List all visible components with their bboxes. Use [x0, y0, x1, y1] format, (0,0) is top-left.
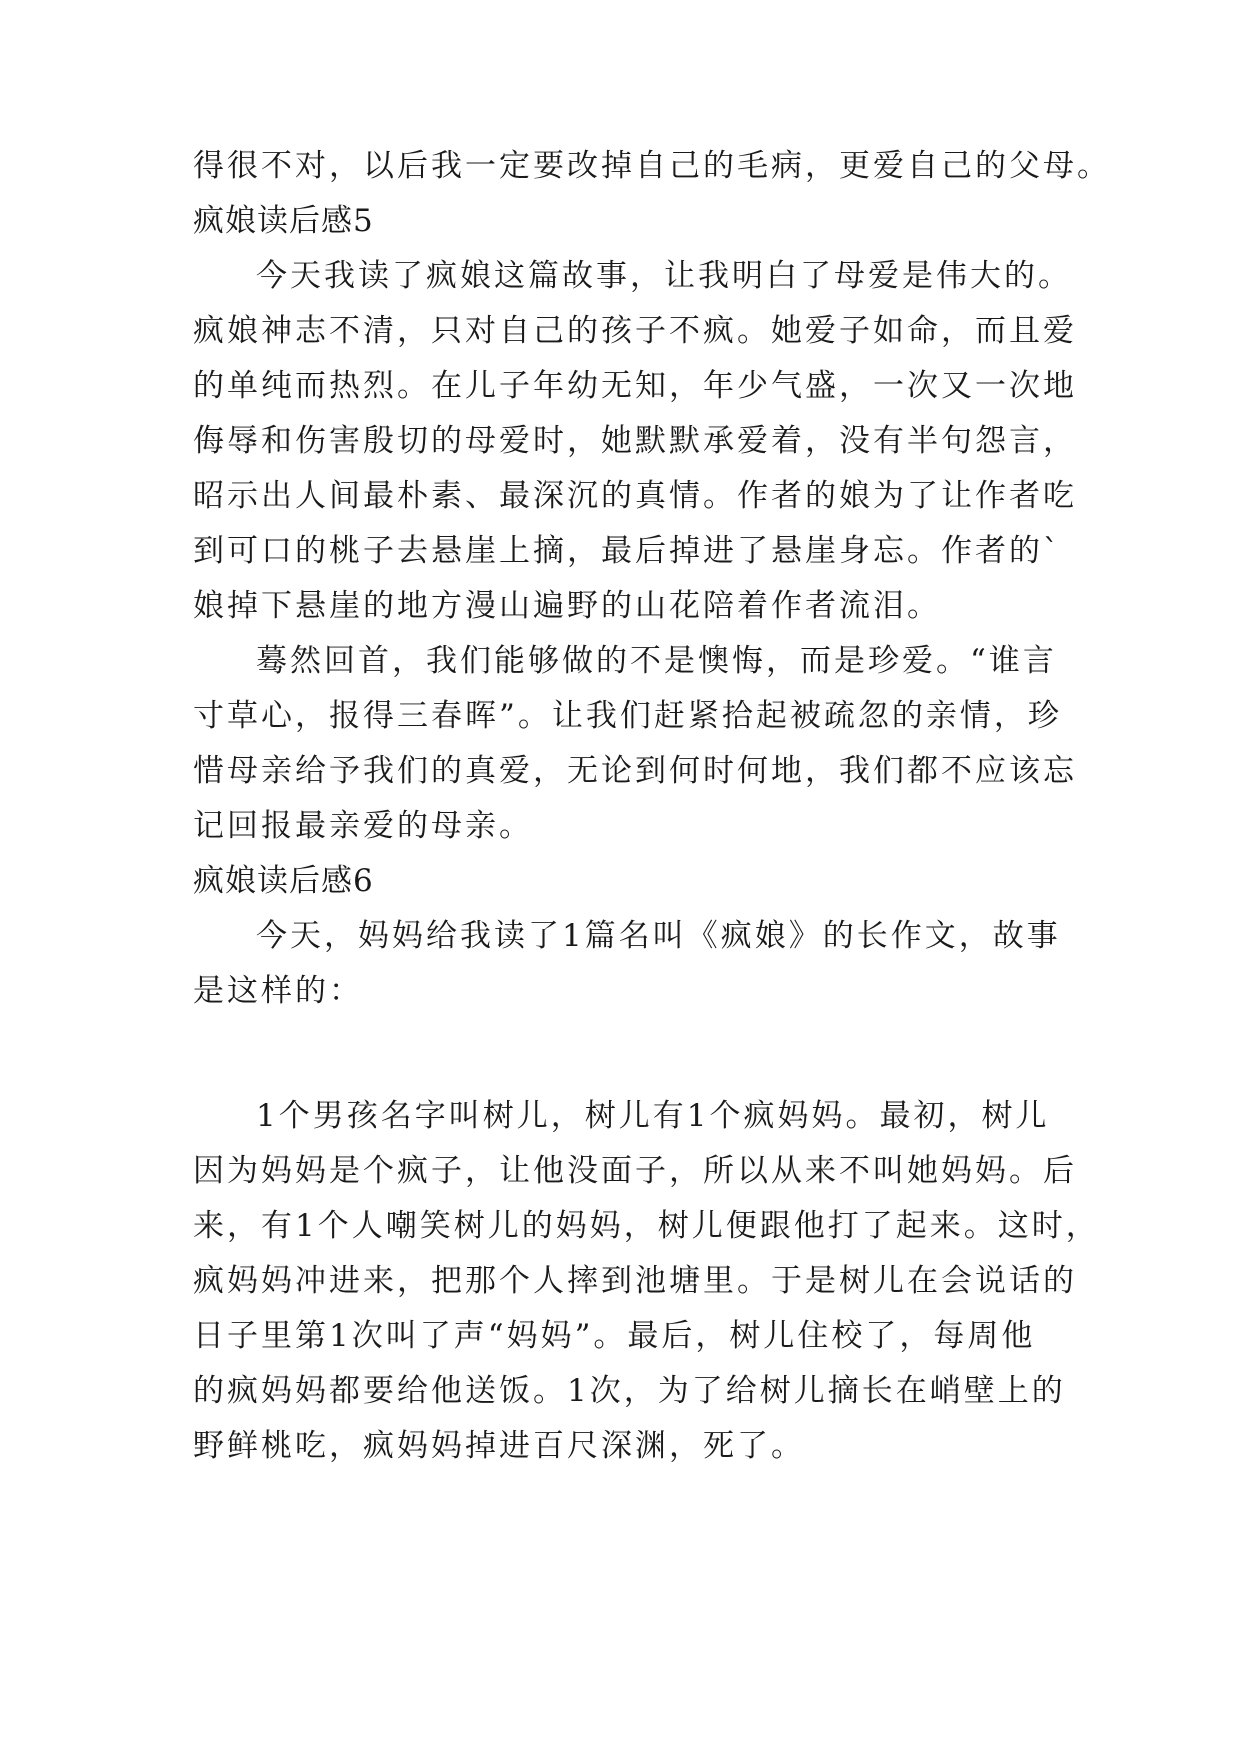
- paragraph-line: 侮辱和伤害殷切的母爱时，她默默承爱着，没有半句怨言，: [193, 423, 1077, 459]
- paragraph-line: 疯娘神志不清，只对自己的孩子不疯。她爱子如命，而且爱: [193, 313, 1077, 349]
- paragraph-line: 蓦然回首，我们能够做的不是懊悔，而是珍爱。“谁言: [256, 643, 1057, 679]
- paragraph-line: 的单纯而热烈。在儿子年幼无知，年少气盛，一次又一次地: [193, 368, 1077, 404]
- paragraph-line: 惜母亲给予我们的真爱，无论到何时何地，我们都不应该忘: [193, 753, 1077, 789]
- paragraph-line: 记回报最亲爱的母亲。: [193, 808, 533, 844]
- paragraph-line: 寸草心，报得三春晖”。让我们赶紧拾起被疏忽的亲情，珍: [193, 698, 1062, 734]
- section-heading: 疯娘读后感5: [193, 203, 374, 239]
- paragraph-line: 疯妈妈冲进来，把那个人摔到池塘里。于是树儿在会说话的: [193, 1263, 1077, 1299]
- paragraph-line: 的疯妈妈都要给他送饭。1次，为了给树儿摘长在峭壁上的: [193, 1373, 1066, 1409]
- paragraph-line: 昭示出人间最朴素、最深沉的真情。作者的娘为了让作者吃: [193, 478, 1077, 514]
- paragraph-line: 野鲜桃吃，疯妈妈掉进百尺深渊，死了。: [193, 1428, 805, 1464]
- paragraph-line: 得很不对，以后我一定要改掉自己的毛病，更爱自己的父母。: [193, 148, 1111, 184]
- paragraph-line: 日子里第1次叫了声“妈妈”。最后，树儿住校了，每周他: [193, 1318, 1036, 1354]
- paragraph-line: 今天我读了疯娘这篇故事，让我明白了母爱是伟大的。: [256, 258, 1072, 294]
- paragraph-line: 到可口的桃子去悬崖上摘，最后掉进了悬崖身忘。作者的`: [193, 533, 1062, 569]
- paragraph-line: 今天，妈妈给我读了1篇名叫《疯娘》的长作文，故事: [256, 918, 1061, 954]
- paragraph-line: 来，有1个人嘲笑树儿的妈妈，树儿便跟他打了起来。这时，: [193, 1208, 1100, 1244]
- paragraph-line: 1个男孩名字叫树儿，树儿有1个疯妈妈。最初，树儿: [256, 1098, 1050, 1134]
- paragraph-line: 因为妈妈是个疯子，让他没面子，所以从来不叫她妈妈。后: [193, 1153, 1077, 1189]
- section-heading: 疯娘读后感6: [193, 863, 374, 899]
- paragraph-line: 娘掉下悬崖的地方漫山遍野的山花陪着作者流泪。: [193, 588, 941, 624]
- paragraph-line: 是这样的：: [193, 973, 363, 1009]
